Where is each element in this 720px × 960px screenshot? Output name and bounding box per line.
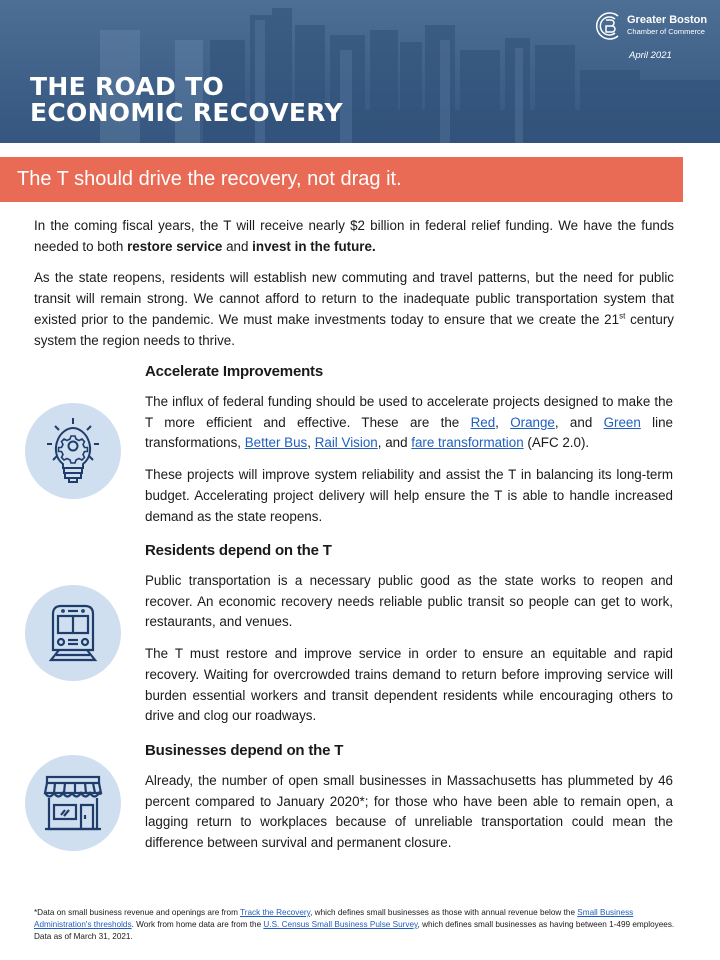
page-title-line2: ECONOMIC RECOVERY	[30, 98, 343, 127]
intro-paragraph-1	[34, 216, 674, 257]
superscript: st	[619, 311, 626, 321]
section-businesses-depend	[145, 741, 673, 854]
section-paragraph	[145, 392, 673, 454]
text: , which defines small businesses as having between 1-499 employees. Data as of March 31, 2021.	[34, 920, 675, 941]
green-line-link[interactable]: Green	[603, 414, 641, 430]
section-residents-depend	[145, 541, 673, 727]
storefront-icon-badge	[25, 755, 121, 851]
section-heading: Businesses depend on the T	[145, 742, 344, 759]
track-the-recovery-link[interactable]: Track the Recovery	[240, 908, 311, 917]
text: . Work from home data are from the	[131, 920, 264, 929]
text: As the state reopens, residents will establish new commuting and travel patterns, but the need for public transit will remain strong. We cannot afford to return to the inadequate public transportation system that existed prior to the pandemic. We must make investments today to ensure that we create the 21	[34, 270, 674, 327]
section-paragraph: These projects will improve system reliability and assist the T in balancing its long-term budget. Accelerating project delivery will help ensure the T is able to handle increased demand as the state reopens.	[145, 467, 673, 524]
gbcc-logo-icon	[592, 10, 624, 42]
storefront-icon	[41, 773, 105, 833]
text: century system the region needs to thrive.	[34, 311, 675, 348]
census-pulse-survey-link[interactable]: U.S. Census Small Business Pulse Survey	[263, 920, 418, 929]
page-title-line1: THE ROAD TO	[30, 72, 224, 101]
better-bus-link[interactable]: Better Bus	[244, 435, 308, 451]
train-icon-badge	[25, 585, 121, 681]
header-banner	[0, 0, 720, 143]
section-heading: Residents depend on the T	[145, 542, 332, 559]
section-accelerate-improvements	[145, 362, 673, 527]
section-heading: Accelerate Improvements	[145, 363, 323, 380]
logo-subtitle: Chamber of Commerce	[627, 27, 705, 36]
section-paragraph: The T must restore and improve service in order to ensure an equitable and rapid recovery. Waiting for overcrowded trains demand to return before improving service will burden essential workers and transit dependent residents while encouraging others to drive and clog our roadways.	[145, 646, 673, 724]
text: .	[371, 238, 376, 254]
chamber-logo[interactable]	[592, 10, 707, 42]
page-title	[30, 74, 343, 126]
rail-vision-link[interactable]: Rail Vision	[314, 435, 378, 451]
sba-thresholds-link[interactable]: Small Business Administration's thresholds	[34, 908, 634, 929]
section-paragraph: Already, the number of open small businesses in Massachusetts has plummeted by 46 percent compared to January 2020*; for those who have been able to remain open, a lagging return to workplaces because of unreliable transportation could mean the difference between survival and permanent closure.	[145, 773, 673, 851]
intro-paragraph-2	[34, 268, 674, 351]
footnote	[34, 907, 684, 943]
intro-section	[34, 216, 674, 362]
text: The influx of federal funding should be used to accelerate projects designed to make the T more efficient and effective. These are the	[145, 394, 673, 430]
lightbulb-icon-badge	[25, 403, 121, 499]
text: , which defines small businesses as those with annual revenue below the	[310, 908, 578, 917]
logo-name: Greater Boston	[627, 14, 708, 26]
text: ,	[307, 435, 315, 451]
fare-transformation-link[interactable]: fare transformation	[411, 435, 524, 451]
text: *Data on small business revenue and openings are from	[34, 908, 241, 917]
headline-banner: The T should drive the recovery, not drag it.	[0, 157, 683, 202]
publication-date: April 2021	[629, 50, 672, 61]
text: line transformations,	[145, 414, 673, 451]
orange-line-link[interactable]: Orange	[510, 414, 555, 430]
text: (AFC 2.0).	[523, 435, 590, 451]
train-icon	[43, 602, 103, 664]
bold-text: invest in the future	[252, 238, 372, 254]
red-line-link[interactable]: Red	[470, 414, 496, 430]
bold-text: restore service	[127, 238, 223, 254]
text: and	[222, 238, 253, 254]
section-paragraph: Public transportation is a necessary public good as the state works to reopen and recover. An economic recovery needs reliable public transit so people can get to work, restaurants, and venues.	[145, 573, 673, 630]
text: ,	[495, 414, 511, 430]
text: , and	[377, 435, 412, 451]
text: In the coming fiscal years, the T will receive nearly $2 billion in federal relief funding. We have the funds needed to both	[34, 218, 674, 254]
lightbulb-gear-icon	[43, 416, 103, 486]
text: , and	[554, 414, 604, 430]
